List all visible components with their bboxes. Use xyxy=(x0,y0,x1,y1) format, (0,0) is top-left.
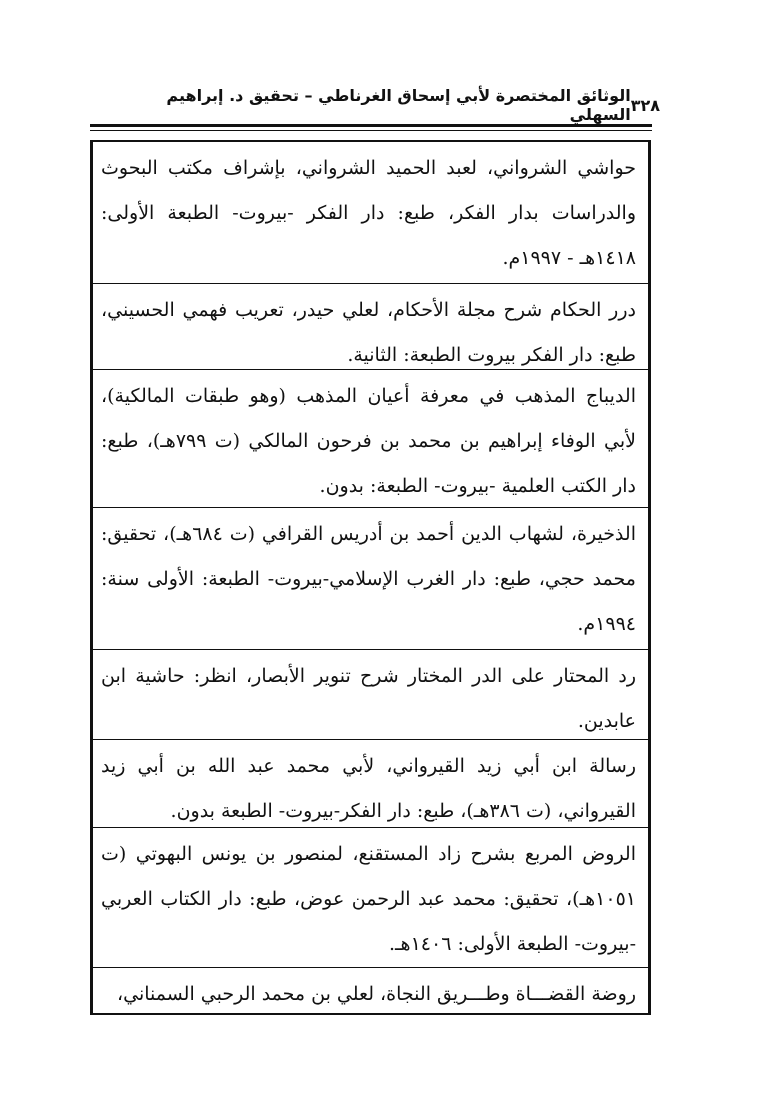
header-rule-thin xyxy=(90,130,652,131)
running-header xyxy=(140,86,660,124)
running-title: الوثائق المختصرة لأبي إسحاق الغرناطي – تحقيق د. إبراهيم السهلي xyxy=(166,86,631,124)
bibliography-entry: الذخيرة، لشهاب الدين أحمد بن أدريس القرافي (ت ٦٨٤هـ)، تحقيق: محمد حجي، طبع: دار الغرب الإسلامي-بيروت- الطبعة: الأولى سنة: ١٩٩٤م. xyxy=(93,508,648,650)
bibliography-entry: حواشي الشرواني، لعبد الحميد الشرواني، بإشراف مكتب البحوث والدراسات بدار الفكر، طبع: دار الفكر -بيروت- الطبعة الأولى: ١٤١٨هـ - ١٩٩٧م. xyxy=(93,142,648,284)
bibliography-entry: روضة القضـــاة وطـــريق النجاة، لعلي بن محمد الرحبي السمناني، xyxy=(116,983,636,1005)
bibliography-entry: رد المحتار على الدر المختار شرح تنوير الأبصار، انظر: حاشية ابن عابدين. xyxy=(93,650,648,740)
header-rule-thick xyxy=(90,124,652,127)
bibliography-entry: الروض المربع بشرح زاد المستقنع، لمنصور بن يونس البهوتي (ت ١٠٥١هـ)، تحقيق: محمد عبد الرحمن عوض، طبع: دار الكتاب العربي -بيروت- الطبعة الأولى: ١٤٠٦هـ. xyxy=(93,828,648,968)
bibliography-entry: درر الحكام شرح مجلة الأحكام، لعلي حيدر، تعريب فهمي الحسيني، طبع: دار الفكر بيروت الطبعة: الثانية. xyxy=(93,284,648,370)
page-number: ٣٢٨ xyxy=(630,95,660,115)
bibliography-entry: الديباج المذهب في معرفة أعيان المذهب (وهو طبقات المالكية)، لأبي الوفاء إبراهيم بن محمد بن فرحون المالكي (ت ٧٩٩هـ)، طبع: دار الكتب العلمية -بيروت- الطبعة: بدون. xyxy=(93,370,648,508)
bibliography-entry: رسالة ابن أبي زيد القيرواني، لأبي محمد عبد الله بن أبي زيد القيرواني، (ت ٣٨٦هـ)، طبع: دار الفكر-بيروت- الطبعة بدون. xyxy=(93,740,648,828)
bibliography-table xyxy=(90,140,651,1015)
